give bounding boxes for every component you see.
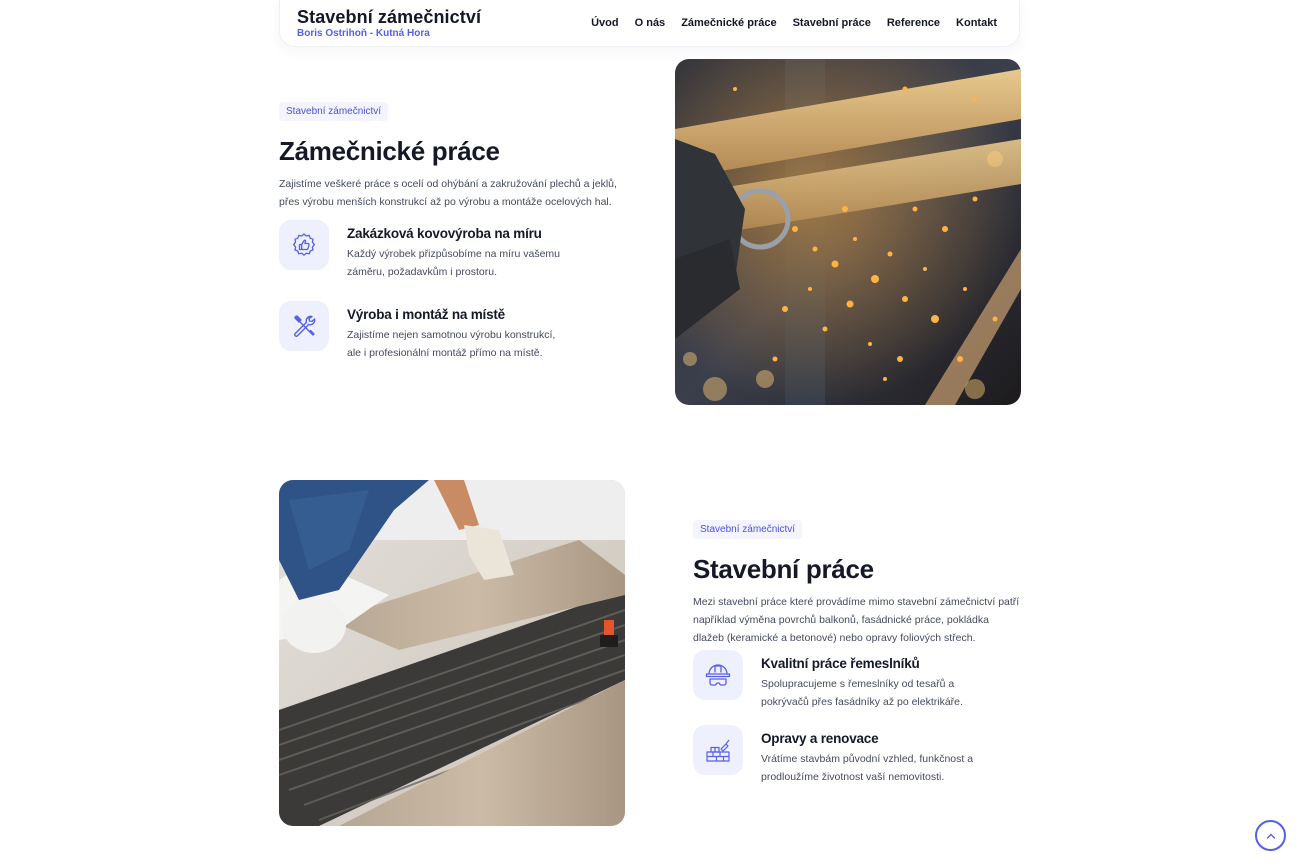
intro-line: dlažeb (keramické a betonové) nebo opravy foliových střech. [693, 632, 976, 644]
desc-line: Zajistíme nejen samotnou výrobu konstrukcí, [347, 329, 556, 341]
intro-line: například výměna povrchů balkonů, fasádnické práce, pokládka [693, 614, 989, 626]
section-intro [279, 175, 639, 211]
section-heading: Zámečnické práce [279, 136, 500, 166]
feature-body [761, 655, 963, 711]
chevron-up-icon [1266, 832, 1276, 840]
nav-link-stavebni-prace[interactable]: Stavební práce [792, 17, 871, 29]
nav-link-reference[interactable]: Reference [886, 17, 941, 29]
feature-custom-metalwork [279, 220, 560, 281]
worker-helmet-icon [693, 650, 743, 700]
intro-line: přes výrobu menších konstrukcí až po výrobu a montáže ocelových hal. [279, 196, 612, 208]
desc-line: pokrývačů přes fasádníky až po elektrikáře. [761, 696, 963, 708]
feature-title: Opravy a renovace [761, 731, 879, 746]
feature-title: Výroba i montáž na místě [347, 307, 505, 322]
section-tag: Stavební zámečnictví [279, 102, 388, 121]
brand-title: Stavební zámečnictví [297, 7, 482, 27]
desc-line: ale i profesionální montáž přímo na místě. [347, 347, 543, 359]
feature-body [347, 225, 560, 281]
intro-line: Zajistíme veškeré práce s ocelí od ohýbání a zakružování plechů a jeklů, [279, 178, 617, 190]
feature-craftsmen [693, 650, 963, 711]
desc-line: Spolupracujeme s řemeslníky od tesařů a [761, 678, 955, 690]
photo-floor-tiling [279, 480, 625, 826]
brick-wall-trowel-icon [693, 725, 743, 775]
desc-line: Vrátíme stavbám původní vzhled, funkčnost a [761, 753, 974, 765]
feature-repairs [693, 725, 973, 786]
feature-title: Kvalitní práce řemeslníků [761, 656, 920, 671]
desc-line: Každý výrobek přizpůsobíme na míru vašemu [347, 248, 561, 260]
feature-title: Zakázková kovovýroba na míru [347, 226, 542, 241]
nav-link-uvod[interactable]: Úvod [591, 17, 619, 29]
brand-logo[interactable] [297, 6, 481, 40]
feature-desc [347, 326, 555, 362]
photo-angle-grinder-sparks [675, 59, 1021, 405]
nav-link-kontakt[interactable]: Kontakt [956, 17, 997, 29]
section-heading: Stavební práce [693, 554, 874, 584]
feature-onsite-assembly [279, 301, 555, 362]
main-nav [591, 16, 997, 30]
feature-desc [761, 675, 963, 711]
feature-body [347, 306, 555, 362]
feature-desc [347, 245, 560, 281]
locksmith-section [279, 101, 639, 211]
badge-thumb-icon [279, 220, 329, 270]
section-tag: Stavební zámečnictví [693, 520, 802, 539]
feature-body [761, 730, 973, 786]
wrench-screwdriver-icon [279, 301, 329, 351]
nav-link-zamecnicke-prace[interactable]: Zámečnické práce [681, 17, 777, 29]
desc-line: záměru, požadavkům i prostoru. [347, 266, 497, 278]
back-to-top-button[interactable] [1255, 820, 1286, 851]
construction-section [693, 519, 1033, 647]
brand-subtitle: Boris Ostrihoň - Kutná Hora [297, 28, 430, 39]
intro-line: Mezi stavební práce které provádíme mimo stavební zámečnictví patří [693, 596, 1020, 608]
nav-link-o-nas[interactable]: O nás [634, 17, 666, 29]
section-intro [693, 593, 1033, 647]
desc-line: prodloužíme životnost vaší nemovitosti. [761, 771, 945, 783]
site-header [279, 0, 1020, 47]
feature-desc [761, 750, 973, 786]
